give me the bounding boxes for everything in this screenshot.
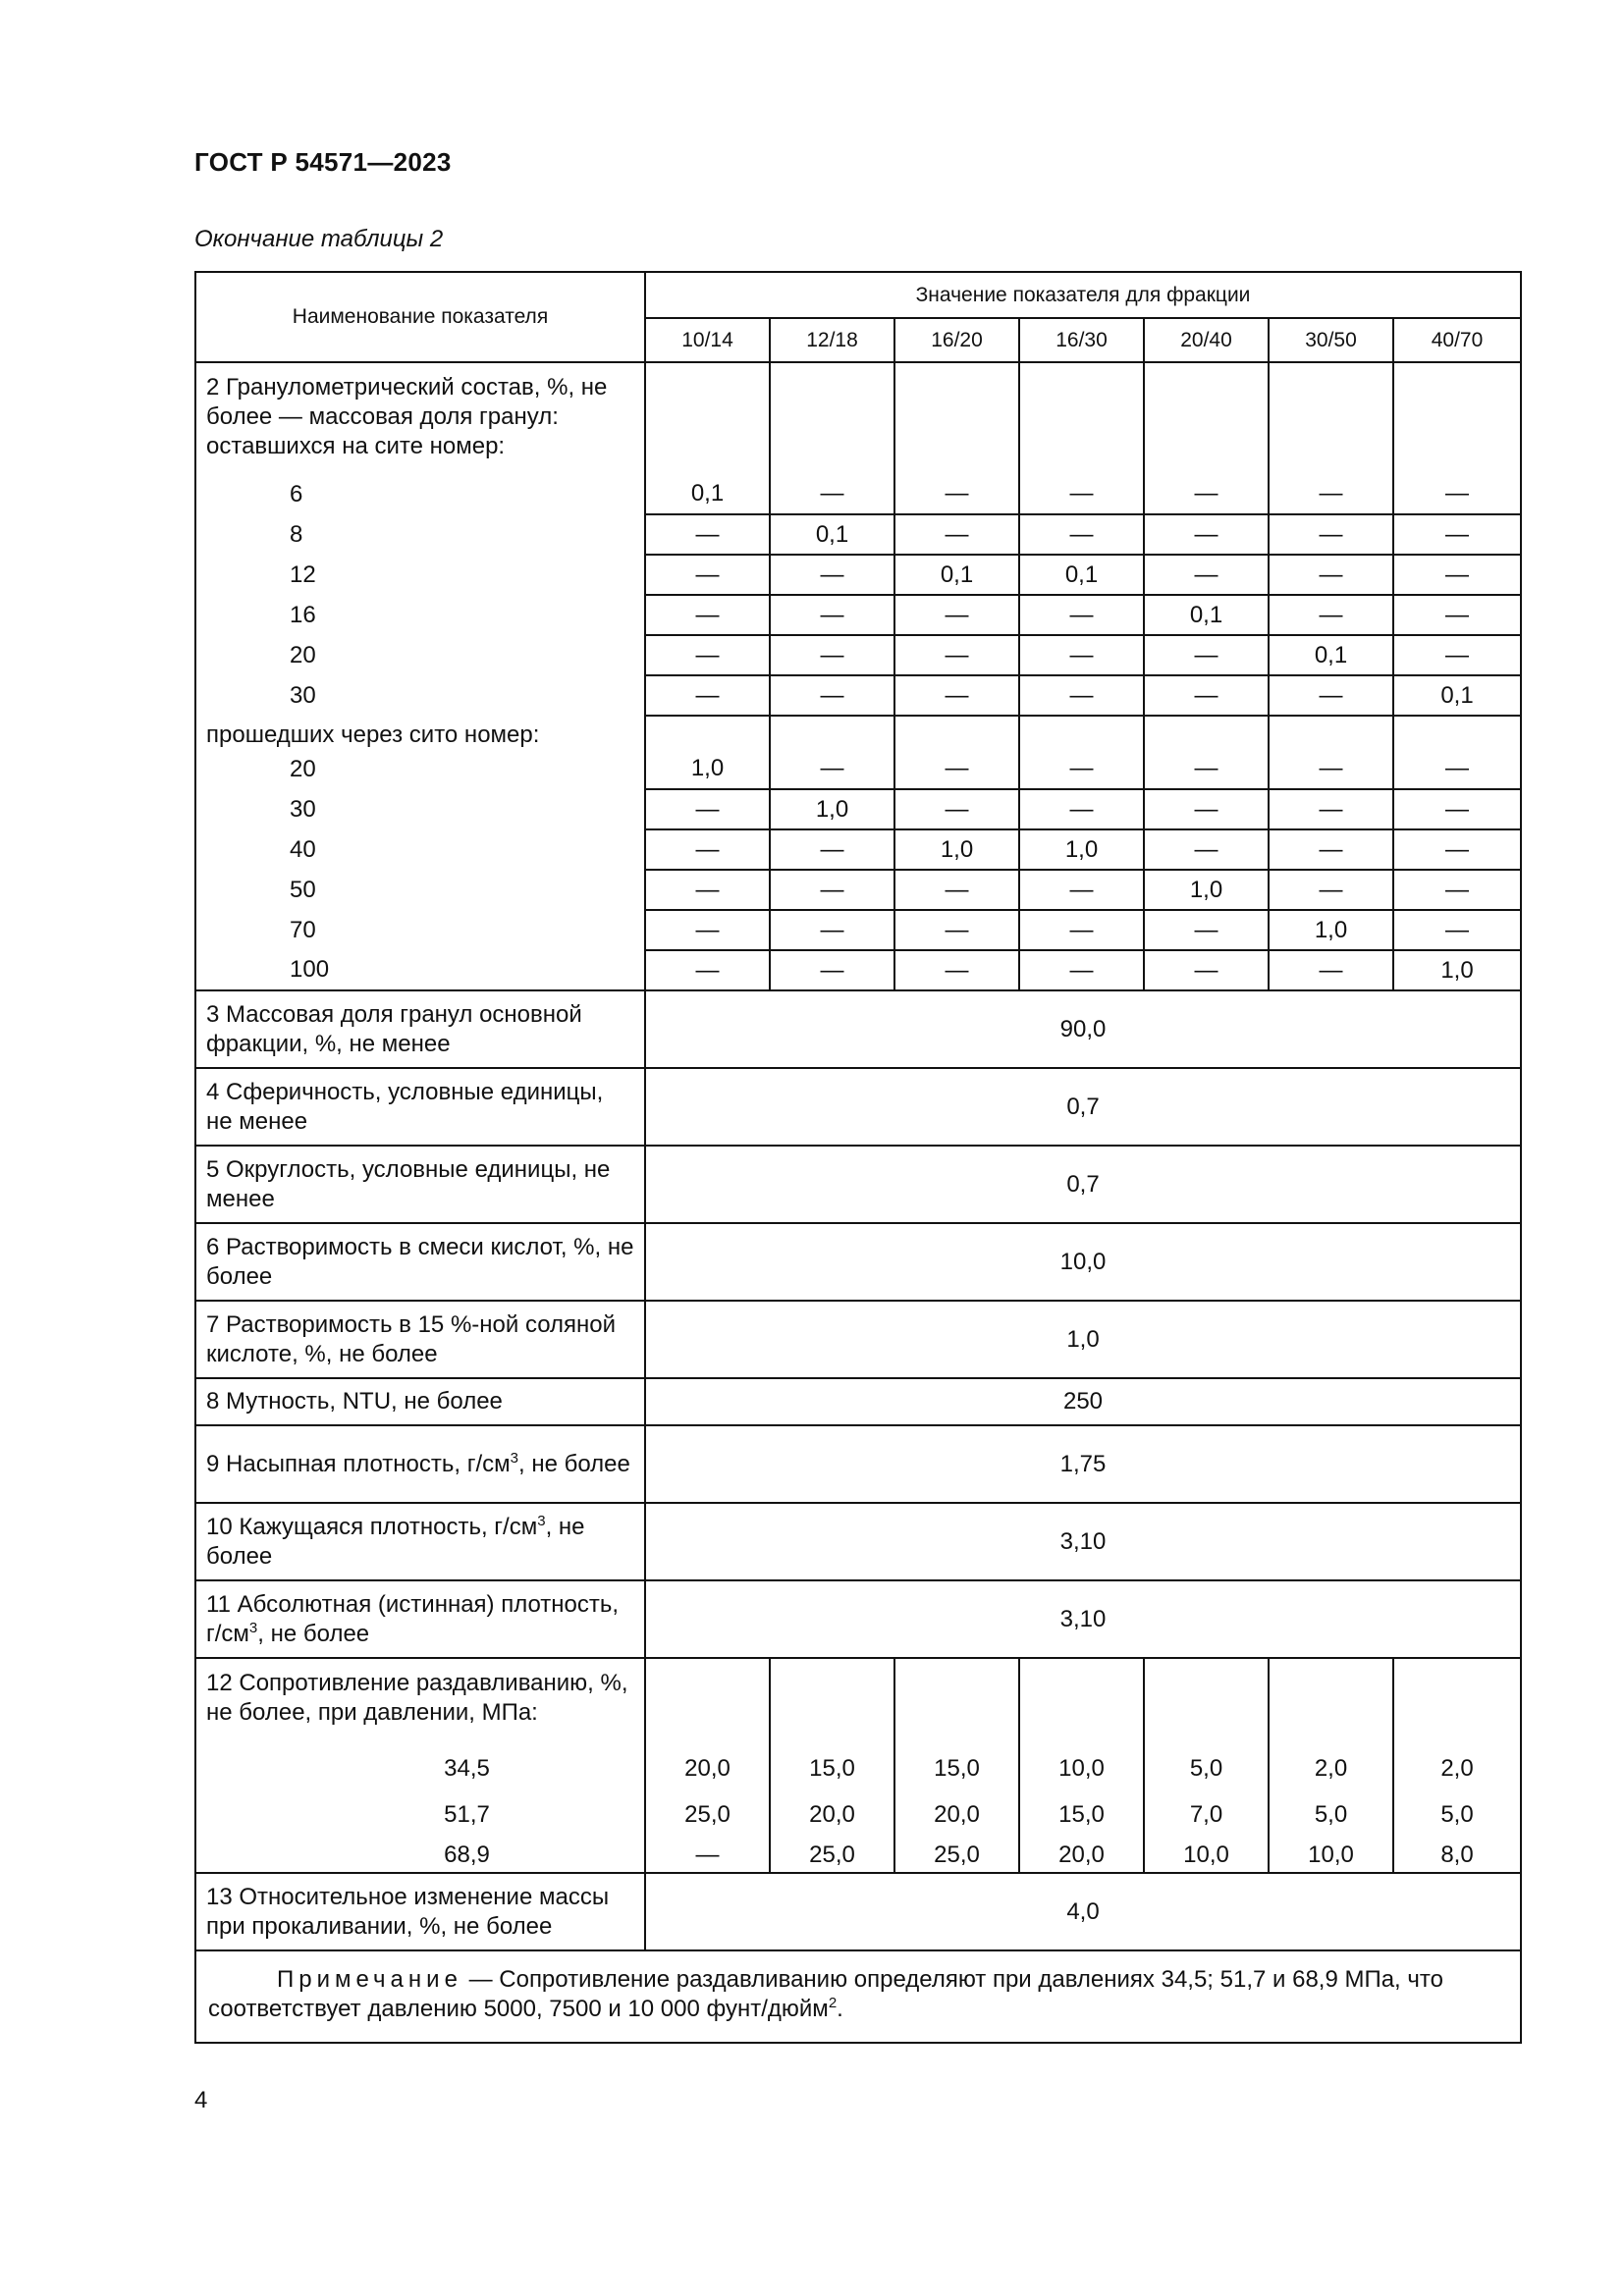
value-cell: —	[770, 749, 894, 789]
value-cell: —	[645, 950, 770, 990]
value-cell: —	[1019, 635, 1144, 675]
note-end: .	[837, 1996, 843, 2022]
header-fraction: 40/70	[1393, 318, 1521, 362]
value-cell: 20,0	[645, 1746, 770, 1791]
value-cell: 20,0	[770, 1791, 894, 1838]
value-cell: —	[1019, 474, 1144, 514]
value-cell: —	[1393, 474, 1521, 514]
property-value: 1,0	[645, 1301, 1521, 1378]
value-cell: —	[1144, 789, 1269, 829]
value-cell: —	[1144, 635, 1269, 675]
value-cell: 0,1	[1269, 635, 1393, 675]
value-cell: —	[770, 635, 894, 675]
sieve-number: 16	[195, 595, 645, 635]
value-cell: 10,0	[1144, 1838, 1269, 1873]
value-cell: —	[770, 675, 894, 716]
value-cell: —	[894, 950, 1019, 990]
passed-title: прошедших через сито номер:	[195, 716, 645, 749]
value-cell: —	[1019, 675, 1144, 716]
value-cell: —	[770, 870, 894, 910]
note-label: Примечание	[277, 1966, 462, 1993]
value-cell: —	[1269, 749, 1393, 789]
granulometric-title: 2 Гранулометрический состав, %, не более — массовая доля гранул: оставшихся на сите номер:	[195, 362, 645, 474]
value-cell: 10,0	[1019, 1746, 1144, 1791]
empty-cell	[1144, 1658, 1269, 1746]
value-cell: 5,0	[1269, 1791, 1393, 1838]
value-cell: 2,0	[1393, 1746, 1521, 1791]
value-cell: —	[894, 870, 1019, 910]
property-value: 250	[645, 1378, 1521, 1425]
value-cell: —	[1144, 555, 1269, 595]
value-cell: 15,0	[770, 1746, 894, 1791]
value-cell: 1,0	[1393, 950, 1521, 990]
table-note	[195, 1950, 1521, 2043]
value-cell: 2,0	[1269, 1746, 1393, 1791]
sieve-number: 20	[195, 749, 645, 789]
sieve-number: 40	[195, 829, 645, 870]
value-cell: 8,0	[1393, 1838, 1521, 1873]
property-name-suffix: , не более	[257, 1620, 370, 1647]
empty-cell	[1393, 1658, 1521, 1746]
value-cell: —	[894, 789, 1019, 829]
empty-cell	[1144, 362, 1269, 474]
value-cell: 15,0	[894, 1746, 1019, 1791]
value-cell: 0,1	[894, 555, 1019, 595]
property-value: 3,10	[645, 1503, 1521, 1580]
table-row	[195, 829, 1521, 870]
value-cell: —	[894, 514, 1019, 555]
table-caption: Окончание таблицы 2	[194, 226, 444, 252]
value-cell: —	[1144, 910, 1269, 950]
empty-cell	[1393, 716, 1521, 749]
value-cell: —	[1393, 749, 1521, 789]
empty-cell	[770, 716, 894, 749]
sieve-number: 8	[195, 514, 645, 555]
unit-superscript: 3	[248, 1619, 258, 1636]
sieve-number: 100	[195, 950, 645, 990]
property-value: 90,0	[645, 990, 1521, 1068]
property-name: 3 Массовая доля гранул основной фракции, %, не менее	[195, 990, 645, 1068]
value-cell: —	[1019, 514, 1144, 555]
unit-superscript: 3	[537, 1512, 546, 1529]
value-cell: —	[645, 829, 770, 870]
value-cell: 1,0	[770, 789, 894, 829]
table-row	[195, 675, 1521, 716]
empty-cell	[770, 362, 894, 474]
table-row	[195, 1950, 1521, 2043]
value-cell: —	[1393, 829, 1521, 870]
value-cell: —	[894, 595, 1019, 635]
page-number: 4	[194, 2087, 208, 2113]
empty-cell	[1019, 716, 1144, 749]
value-cell: 5,0	[1393, 1791, 1521, 1838]
property-name	[195, 1425, 645, 1503]
value-cell: —	[1393, 514, 1521, 555]
property-value: 1,75	[645, 1425, 1521, 1503]
value-cell: —	[1144, 749, 1269, 789]
value-cell: —	[770, 595, 894, 635]
value-cell: —	[1269, 870, 1393, 910]
empty-cell	[1269, 362, 1393, 474]
value-cell: —	[770, 474, 894, 514]
table-row	[195, 595, 1521, 635]
empty-cell	[894, 1658, 1019, 1746]
crush-title: 12 Сопротивление раздавливанию, %, не более, при давлении, МПа:	[195, 1658, 645, 1746]
property-value: 0,7	[645, 1068, 1521, 1146]
unit-superscript: 3	[510, 1449, 518, 1467]
property-value: 3,10	[645, 1580, 1521, 1658]
table-row	[195, 789, 1521, 829]
header-fraction: 20/40	[1144, 318, 1269, 362]
property-name-suffix: , не более	[206, 1513, 585, 1570]
value-cell: —	[894, 474, 1019, 514]
table-row	[195, 1658, 1521, 1746]
table-row	[195, 1425, 1521, 1503]
empty-cell	[1269, 1658, 1393, 1746]
table-row	[195, 1746, 1521, 1791]
sieve-number: 50	[195, 870, 645, 910]
value-cell: —	[1144, 474, 1269, 514]
value-cell: —	[1269, 514, 1393, 555]
value-cell: —	[770, 555, 894, 595]
empty-cell	[1019, 1658, 1144, 1746]
header-fraction: 16/20	[894, 318, 1019, 362]
empty-cell	[770, 1658, 894, 1746]
sieve-number: 12	[195, 555, 645, 595]
value-cell: —	[645, 635, 770, 675]
table-body	[195, 362, 1521, 2043]
value-cell: 0,1	[1019, 555, 1144, 595]
value-cell: —	[1144, 514, 1269, 555]
property-name	[195, 1580, 645, 1658]
value-cell: —	[894, 635, 1019, 675]
value-cell: —	[894, 749, 1019, 789]
table-row	[195, 1503, 1521, 1580]
property-name	[195, 1503, 645, 1580]
value-cell: 0,1	[1393, 675, 1521, 716]
value-cell: 20,0	[1019, 1838, 1144, 1873]
sieve-number: 30	[195, 789, 645, 829]
value-cell: —	[645, 675, 770, 716]
table-row	[195, 1301, 1521, 1378]
value-cell: 0,1	[1144, 595, 1269, 635]
value-cell: —	[1269, 789, 1393, 829]
value-cell: 10,0	[1269, 1838, 1393, 1873]
value-cell: —	[645, 1838, 770, 1873]
value-cell: —	[1144, 950, 1269, 990]
value-cell: —	[1393, 789, 1521, 829]
sieve-number: 30	[195, 675, 645, 716]
value-cell: —	[1393, 595, 1521, 635]
value-cell: —	[1144, 829, 1269, 870]
pressure-value: 51,7	[195, 1791, 645, 1838]
note-superscript: 2	[828, 1995, 838, 2011]
value-cell: 0,1	[770, 514, 894, 555]
value-cell: 7,0	[1144, 1791, 1269, 1838]
header-fraction: 10/14	[645, 318, 770, 362]
value-cell: —	[770, 829, 894, 870]
value-cell: 1,0	[894, 829, 1019, 870]
header-fraction: 30/50	[1269, 318, 1393, 362]
header-fraction: 16/30	[1019, 318, 1144, 362]
value-cell: 20,0	[894, 1791, 1019, 1838]
value-cell: —	[1269, 675, 1393, 716]
value-cell: 5,0	[1144, 1746, 1269, 1791]
table-row	[195, 555, 1521, 595]
value-cell: —	[1019, 789, 1144, 829]
value-cell: —	[645, 910, 770, 950]
value-cell: —	[1019, 749, 1144, 789]
value-cell: —	[1269, 829, 1393, 870]
value-cell: 1,0	[645, 749, 770, 789]
table-row	[195, 1378, 1521, 1425]
value-cell: —	[1269, 595, 1393, 635]
property-value: 10,0	[645, 1223, 1521, 1301]
table-row	[195, 749, 1521, 789]
value-cell: —	[1019, 950, 1144, 990]
empty-cell	[645, 716, 770, 749]
value-cell: —	[770, 910, 894, 950]
table-row	[195, 635, 1521, 675]
empty-cell	[894, 716, 1019, 749]
value-cell: 1,0	[1019, 829, 1144, 870]
property-name-text: 10 Кажущаяся плотность, г/см	[206, 1513, 538, 1540]
sieve-number: 20	[195, 635, 645, 675]
note-text: — Сопротивление раздавливанию определяют при давлениях 34,5; 51,7 и 68,9 МПа, что соответствует давлению 5000, 7500 и 10 000 фунт/дюйм	[208, 1966, 1443, 2022]
property-name-text: 11 Абсолютная (истинная) плотность, г/см	[206, 1590, 620, 1647]
value-cell: 25,0	[770, 1838, 894, 1873]
table-row	[195, 474, 1521, 514]
value-cell: —	[1393, 870, 1521, 910]
value-cell: —	[894, 675, 1019, 716]
pressure-value: 68,9	[195, 1838, 645, 1873]
property-name: 6 Растворимость в смеси кислот, %, не более	[195, 1223, 645, 1301]
table-row	[195, 870, 1521, 910]
value-cell: —	[645, 595, 770, 635]
sieve-number: 70	[195, 910, 645, 950]
table-row	[195, 362, 1521, 474]
header-fraction: 12/18	[770, 318, 894, 362]
property-name: 7 Растворимость в 15 %-ной соляной кислоте, %, не более	[195, 1301, 645, 1378]
property-name-suffix: , не более	[518, 1450, 630, 1477]
header-name-col: Наименование показателя	[195, 272, 645, 362]
value-cell: —	[770, 950, 894, 990]
value-cell: 25,0	[894, 1838, 1019, 1873]
table-row	[195, 1791, 1521, 1838]
pressure-value: 34,5	[195, 1746, 645, 1791]
empty-cell	[645, 1658, 770, 1746]
header-value-group: Значение показателя для фракции	[645, 272, 1521, 318]
table-row	[195, 990, 1521, 1068]
table-row	[195, 514, 1521, 555]
property-value: 0,7	[645, 1146, 1521, 1223]
empty-cell	[1269, 716, 1393, 749]
value-cell: —	[645, 870, 770, 910]
value-cell: —	[1269, 555, 1393, 595]
value-cell: —	[1393, 635, 1521, 675]
property-name-text: 9 Насыпная плотность, г/см	[206, 1450, 511, 1477]
property-name: 8 Мутность, NTU, не более	[195, 1378, 645, 1425]
empty-cell	[1144, 716, 1269, 749]
value-cell: 15,0	[1019, 1791, 1144, 1838]
value-cell: —	[1019, 595, 1144, 635]
value-cell: —	[645, 555, 770, 595]
value-cell: —	[1144, 675, 1269, 716]
empty-cell	[1019, 362, 1144, 474]
table-row	[195, 1068, 1521, 1146]
value-cell: —	[1269, 474, 1393, 514]
property-value: 4,0	[645, 1873, 1521, 1950]
property-name: 5 Округлость, условные единицы, не менее	[195, 1146, 645, 1223]
property-name: 13 Относительное изменение массы при прокаливании, %, не более	[195, 1873, 645, 1950]
table-row	[195, 1873, 1521, 1950]
value-cell: —	[1019, 870, 1144, 910]
value-cell: 0,1	[645, 474, 770, 514]
value-cell: —	[1019, 910, 1144, 950]
table-row	[195, 950, 1521, 990]
table-row	[195, 1223, 1521, 1301]
value-cell: —	[645, 789, 770, 829]
table-row	[195, 716, 1521, 749]
value-cell: —	[1393, 555, 1521, 595]
value-cell: —	[645, 514, 770, 555]
empty-cell	[894, 362, 1019, 474]
value-cell: —	[894, 910, 1019, 950]
table-row	[195, 910, 1521, 950]
property-name: 4 Сферичность, условные единицы, не менее	[195, 1068, 645, 1146]
value-cell: 1,0	[1269, 910, 1393, 950]
document-id: ГОСТ Р 54571—2023	[194, 147, 452, 177]
sieve-number: 6	[195, 474, 645, 514]
table-row	[195, 1838, 1521, 1873]
value-cell: 25,0	[645, 1791, 770, 1838]
value-cell: 1,0	[1144, 870, 1269, 910]
table-row	[195, 1580, 1521, 1658]
properties-table	[194, 271, 1522, 2044]
value-cell: —	[1269, 950, 1393, 990]
table-row	[195, 1146, 1521, 1223]
empty-cell	[645, 362, 770, 474]
empty-cell	[1393, 362, 1521, 474]
value-cell: —	[1393, 910, 1521, 950]
